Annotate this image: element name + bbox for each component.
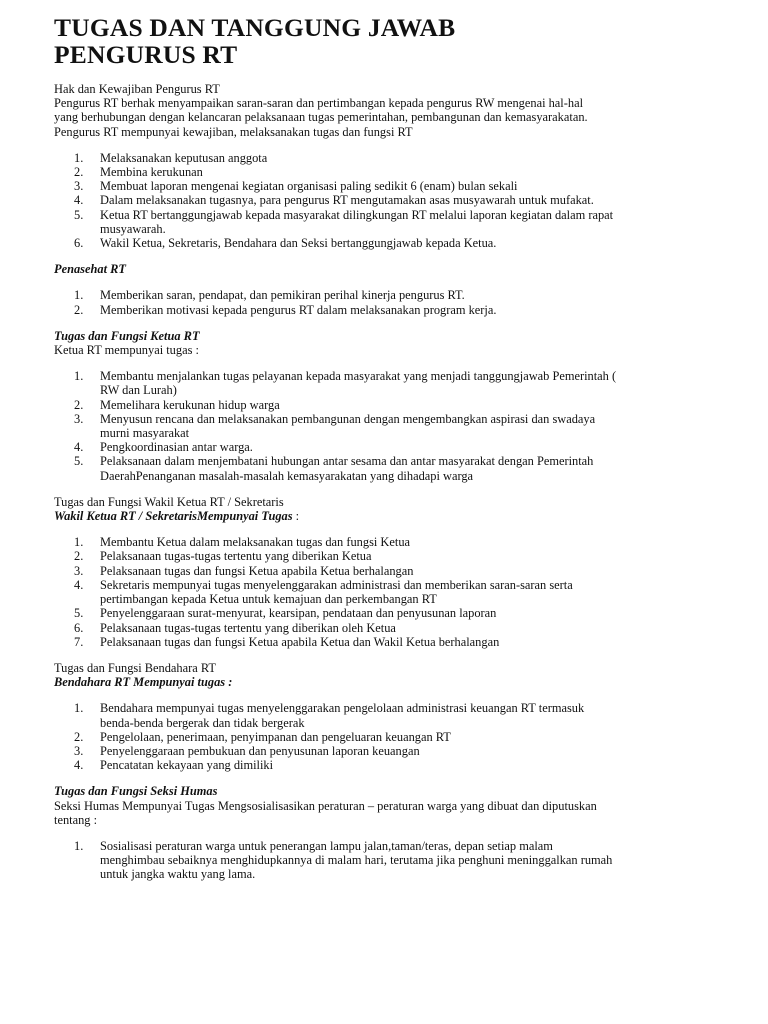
list-item [54, 369, 734, 397]
list-item [54, 412, 734, 440]
list-item [54, 549, 734, 563]
list-item-number: 2. [74, 302, 84, 317]
list-item-number: 1. [74, 838, 84, 853]
list-item [54, 621, 734, 635]
list-item-line: Memelihara kerukunan hidup warga [100, 397, 280, 412]
section-heading: Tugas dan Fungsi Bendahara RT [54, 660, 216, 675]
section-ketua [54, 329, 734, 483]
list-item-line: Pencatatan kekayaan yang dimiliki [100, 758, 274, 773]
list-item-number: 3. [74, 743, 84, 758]
list-item [54, 701, 734, 729]
list-item-line: Memberikan motivasi kepada pengurus RT dalam melaksanakan program kerja. [100, 302, 497, 317]
list-item-line: untuk jangka waktu yang lama. [100, 867, 256, 882]
list-item-line: Membina kerukunan [100, 165, 203, 180]
list-item [54, 236, 734, 250]
numbered-list [54, 369, 734, 483]
list-item-number: 2. [74, 729, 84, 744]
list-item-number: 5. [74, 606, 84, 621]
list-item-number: 7. [74, 634, 84, 649]
section-bendahara [54, 661, 734, 772]
list-item-line: Pelaksanaan tugas dan fungsi Ketua apabila Ketua berhalangan [100, 563, 414, 578]
list-item-number: 2. [74, 397, 84, 412]
paragraph-line: Pengurus RT berhak menyampaikan saran-saran dan pertimbangan kepada pengurus RW mengenai hal-hal [54, 96, 584, 111]
list-item [54, 578, 734, 606]
list-item-number: 1. [74, 150, 84, 165]
list-item-line: Melaksanakan keputusan anggota [100, 150, 268, 165]
list-item-line: Pengkoordinasian antar warga. [100, 440, 253, 455]
list-item-line: murni masyarakat [100, 426, 190, 441]
list-item [54, 398, 734, 412]
list-item [54, 151, 734, 165]
list-item [54, 744, 734, 758]
list-item-line: Dalam melaksanakan tugasnya, para pengurus RT mengutamakan asas musyawarah untuk mufakat. [100, 193, 594, 208]
numbered-list [54, 151, 734, 250]
list-item-line: Bendahara mempunyai tugas menyelenggarakan pengelolaan administrasi keuangan RT termasuk [100, 701, 585, 716]
document-page [54, 14, 734, 882]
list-item-number: 5. [74, 207, 84, 222]
list-item [54, 208, 734, 236]
section-subheading: Ketua RT mempunyai tugas : [54, 343, 199, 358]
list-item [54, 193, 734, 207]
paragraph-line: tentang : [54, 812, 98, 827]
list-item [54, 454, 734, 482]
list-item [54, 535, 734, 549]
list-item-line: Memberikan saran, pendapat, dan pemikiran perihal kinerja pengurus RT. [100, 288, 465, 303]
list-item-line: menghimbau sebaiknya menghidupkannya di malam hari, terutama jika penghuni meninggalkan rumah [100, 853, 613, 868]
list-item-number: 3. [74, 411, 84, 426]
section-subheading: Bendahara RT Mempunyai tugas : [54, 675, 233, 690]
list-item-line: Membantu Ketua dalam melaksanakan tugas dan fungsi Ketua [100, 535, 411, 550]
section-hak-kewajiban [54, 82, 734, 250]
list-item-line: Wakil Ketua, Sekretaris, Bendahara dan Seksi bertanggungjawab kepada Ketua. [100, 236, 497, 251]
list-item-line: Pengelolaan, penerimaan, penyimpanan dan pengeluaran keuangan RT [100, 729, 451, 744]
section-heading: Tugas dan Fungsi Ketua RT [54, 328, 200, 343]
title-line-1: TUGAS DAN TANGGUNG JAWAB [54, 13, 456, 42]
numbered-list [54, 288, 734, 316]
list-item-number: 4. [74, 577, 84, 592]
list-item-line: Membantu menjalankan tugas pelayanan kepada masyarakat yang menjadi tanggungjawab Pemerintah ( [100, 369, 617, 384]
list-item-number: 1. [74, 369, 84, 384]
section-heading: Tugas dan Fungsi Wakil Ketua RT / Sekretaris [54, 494, 284, 509]
list-item-number: 3. [74, 563, 84, 578]
list-item-line: benda-benda bergerak dan tidak bergerak [100, 715, 305, 730]
paragraph-line: Pengurus RT mempunyai kewajiban, melaksanakan tugas dan fungsi RT [54, 124, 413, 139]
list-item-line: RW dan Lurah) [100, 383, 177, 398]
list-item-number: 4. [74, 193, 84, 208]
list-item-line: Pelaksanaan tugas dan fungsi Ketua apabila Ketua dan Wakil Ketua berhalangan [100, 634, 500, 649]
list-item-number: 5. [74, 454, 84, 469]
list-item [54, 635, 734, 649]
section-humas [54, 784, 734, 881]
title-line-2: PENGURUS RT [54, 40, 238, 69]
list-item-line: Menyusun rencana dan melaksanakan pembangunan dengan mengembangkan aspirasi dan swadaya [100, 411, 596, 426]
section-heading: Hak dan Kewajiban Pengurus RT [54, 82, 220, 96]
list-item [54, 303, 734, 317]
list-item-number: 1. [74, 535, 84, 550]
list-item-line: Penyelenggaraan surat-menyurat, kearsipan, pendataan dan penyusunan laporan [100, 606, 497, 621]
list-item [54, 564, 734, 578]
list-item-number: 2. [74, 165, 84, 180]
list-item [54, 440, 734, 454]
list-item-line: Sekretaris mempunyai tugas menyelenggarakan administrasi dan memberikan saran-saran serta [100, 577, 573, 592]
subheading-bold: Wakil Ketua RT / SekretarisMempunyai Tugas [54, 509, 293, 524]
list-item [54, 758, 734, 772]
list-item [54, 730, 734, 744]
numbered-list [54, 839, 734, 882]
list-item-number: 1. [74, 288, 84, 303]
list-item-line: pertimbangan kepada Ketua untuk kemajuan dan perkembangan RT [100, 592, 437, 607]
list-item-line: musyawarah. [100, 221, 166, 236]
section-heading: Penasehat RT [54, 262, 126, 277]
list-item [54, 839, 734, 882]
list-item-number: 4. [74, 440, 84, 455]
list-item-line: Membuat laporan mengenai kegiatan organisasi paling sedikit 6 (enam) bulan sekali [100, 179, 518, 194]
subheading-tail: : [292, 509, 300, 524]
document-title [54, 14, 734, 68]
section-subheading [54, 509, 734, 523]
list-item-number: 4. [74, 758, 84, 773]
list-item [54, 165, 734, 179]
list-item-number: 6. [74, 620, 84, 635]
list-item-line: Penyelenggaraan pembukuan dan penyusunan laporan keuangan [100, 743, 420, 758]
list-item-line: DaerahPenanganan masalah-masalah kemasyarakatan yang dihadapi warga [100, 468, 474, 483]
list-item-number: 3. [74, 179, 84, 194]
list-item-line: Ketua RT bertanggungjawab kepada masyarakat dilingkungan RT melalui laporan kegiatan dalam rapat [100, 207, 614, 222]
section-wakil-sekretaris [54, 495, 734, 649]
list-item-line: Pelaksanaan dalam menjembatani hubungan antar sesama dan antar masyarakat dengan Pemerintah [100, 454, 594, 469]
list-item-number: 1. [74, 701, 84, 716]
list-item-line: Pelaksanaan tugas-tugas tertentu yang diberikan oleh Ketua [100, 620, 396, 635]
list-item-number: 2. [74, 549, 84, 564]
section-penasehat [54, 262, 734, 317]
list-item [54, 179, 734, 193]
list-item-number: 6. [74, 236, 84, 251]
numbered-list [54, 535, 734, 649]
paragraph-line: Seksi Humas Mempunyai Tugas Mengsosialisasikan peraturan – peraturan warga yang dibuat dan diputuskan [54, 798, 597, 813]
list-item [54, 288, 734, 302]
section-heading: Tugas dan Fungsi Seksi Humas [54, 784, 218, 799]
list-item-line: Pelaksanaan tugas-tugas tertentu yang diberikan Ketua [100, 549, 372, 564]
paragraph-line: yang berhubungan dengan kelancaran pelaksanaan tugas pemerintahan, pembangunan dan kemasyarakatan. [54, 110, 588, 125]
numbered-list [54, 701, 734, 772]
list-item-line: Sosialisasi peraturan warga untuk penerangan lampu jalan,taman/teras, depan setiap malam [100, 838, 553, 853]
list-item [54, 606, 734, 620]
